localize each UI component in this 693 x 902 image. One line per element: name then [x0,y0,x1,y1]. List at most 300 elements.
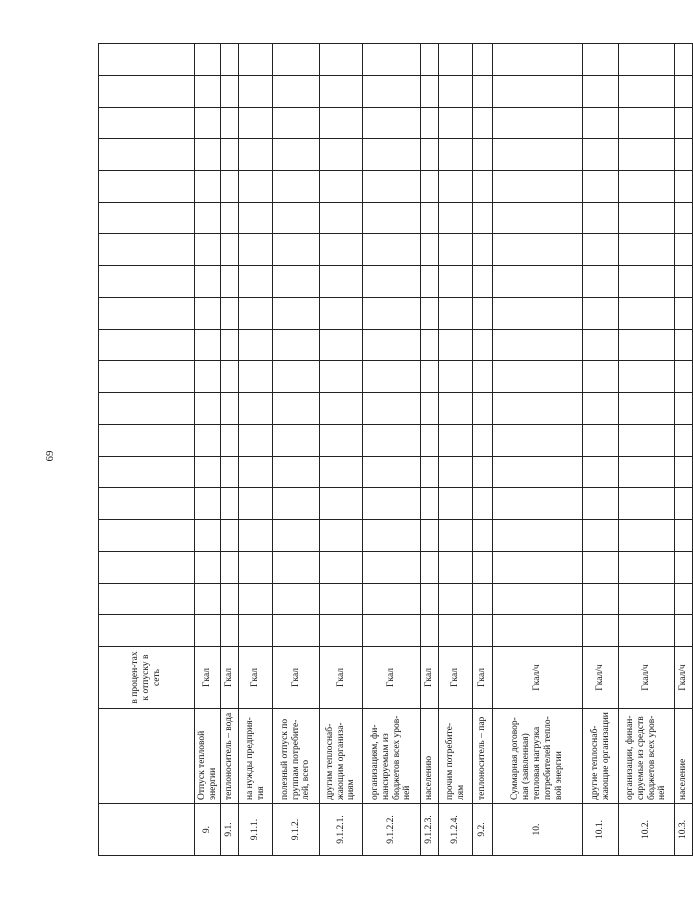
empty-cell [320,107,363,139]
empty-cell [273,75,320,107]
row-unit-cell: Гкал/ч [583,647,619,709]
empty-cell [421,488,439,520]
row-unit-cell: Гкал [320,647,363,709]
empty-cell [493,456,583,488]
empty-cell [99,520,195,552]
table-row [273,44,320,856]
empty-cell [439,583,473,615]
empty-cell [273,170,320,202]
empty-cell [675,393,693,425]
empty-cell [273,424,320,456]
empty-cell [619,266,675,298]
empty-cell [583,361,619,393]
empty-cell [239,361,273,393]
empty-cell [239,202,273,234]
row-unit-cell: Гкал [239,647,273,709]
empty-cell [421,170,439,202]
empty-cell [99,456,195,488]
empty-cell [195,583,221,615]
empty-cell [363,44,421,76]
empty-cell [439,202,473,234]
empty-cell [273,297,320,329]
empty-cell [583,488,619,520]
empty-cell [273,520,320,552]
table-row [675,44,693,856]
empty-cell [493,266,583,298]
empty-cell [439,456,473,488]
empty-cell [363,202,421,234]
row-name-cell: населению [421,709,439,804]
empty-cell [99,139,195,171]
empty-cell [675,329,693,361]
empty-cell [439,361,473,393]
empty-cell [239,170,273,202]
empty-cell [619,583,675,615]
empty-cell [221,488,239,520]
empty-cell [363,329,421,361]
empty-cell [195,456,221,488]
empty-cell [195,234,221,266]
empty-cell [473,551,493,583]
empty-cell [221,361,239,393]
empty-cell [99,551,195,583]
empty-cell [619,107,675,139]
row-unit-cell: в процен-тах к отпуску в сеть [99,647,195,709]
empty-cell [675,234,693,266]
empty-cell [99,615,195,647]
empty-cell [99,107,195,139]
empty-cell [619,488,675,520]
empty-cell [195,297,221,329]
empty-cell [363,361,421,393]
table-row [421,44,439,856]
row-unit-cell: Гкал [273,647,320,709]
row-number-cell: 9.1.2.2. [363,804,421,856]
empty-cell [195,44,221,76]
row-number-cell: 9.1.1. [239,804,273,856]
row-name-cell: полезный отпуск по группам потребите-лей, всего [273,709,320,804]
empty-cell [99,234,195,266]
empty-cell [493,361,583,393]
empty-cell [675,488,693,520]
empty-cell [195,75,221,107]
empty-cell [363,107,421,139]
empty-cell [273,361,320,393]
empty-cell [583,202,619,234]
empty-cell [493,488,583,520]
row-number-cell: 9.1. [221,804,239,856]
row-name-cell: организациям, фи-нансируемым из бюджетов всех уров-ней [363,709,421,804]
empty-cell [363,234,421,266]
empty-cell [493,75,583,107]
empty-cell [583,139,619,171]
empty-cell [195,139,221,171]
empty-cell [239,520,273,552]
empty-cell [473,424,493,456]
empty-cell [320,456,363,488]
empty-cell [439,139,473,171]
empty-cell [195,615,221,647]
empty-cell [583,107,619,139]
empty-cell [473,75,493,107]
row-unit-cell: Гкал [195,647,221,709]
empty-cell [195,329,221,361]
empty-cell [583,170,619,202]
empty-cell [493,44,583,76]
empty-cell [195,393,221,425]
empty-cell [619,551,675,583]
row-name-cell: другим теплоснаб-жающим организа-циям [320,709,363,804]
empty-cell [583,329,619,361]
empty-cell [363,488,421,520]
row-number-cell: 10. [493,804,583,856]
empty-cell [619,44,675,76]
empty-cell [221,266,239,298]
empty-cell [320,329,363,361]
empty-cell [421,202,439,234]
empty-cell [221,520,239,552]
empty-cell [239,393,273,425]
empty-cell [675,361,693,393]
empty-cell [675,170,693,202]
table-row [619,44,675,856]
empty-cell [493,520,583,552]
empty-cell [273,393,320,425]
empty-cell [273,44,320,76]
row-name-cell: другие теплоснаб-жающие организации [583,709,619,804]
row-number-cell: 9.2. [473,804,493,856]
row-number-cell: 9. [195,804,221,856]
empty-cell [273,488,320,520]
row-unit-cell: Гкал/ч [619,647,675,709]
empty-cell [493,583,583,615]
row-unit-cell: Гкал [473,647,493,709]
row-name-cell [99,709,195,804]
empty-cell [619,75,675,107]
table-row [363,44,421,856]
empty-cell [363,583,421,615]
empty-cell [675,520,693,552]
empty-cell [439,520,473,552]
row-name-cell: население [675,709,693,804]
empty-cell [583,44,619,76]
empty-cell [99,583,195,615]
table-row [439,44,473,856]
empty-cell [439,424,473,456]
row-unit-cell: Гкал [439,647,473,709]
row-name-cell: Суммарная договор-ная (заявленная) тепловая нагрузка потребителей тепло-вой энергии [493,709,583,804]
empty-cell [363,297,421,329]
empty-cell [239,329,273,361]
empty-cell [239,551,273,583]
empty-cell [421,75,439,107]
row-number-cell: 10.3. [675,804,693,856]
empty-cell [273,551,320,583]
empty-cell [473,234,493,266]
empty-cell [221,44,239,76]
table-row [473,44,493,856]
empty-cell [99,488,195,520]
empty-cell [320,170,363,202]
empty-cell [473,393,493,425]
empty-cell [619,424,675,456]
empty-cell [675,75,693,107]
row-name-cell: организации, финан-сируемые из средств бюджетов всех уров-ней [619,709,675,804]
empty-cell [195,424,221,456]
empty-cell [320,44,363,76]
row-name-cell: на нужды предприя-тия [239,709,273,804]
empty-cell [221,75,239,107]
row-number-cell: 9.1.2.4. [439,804,473,856]
empty-cell [473,520,493,552]
row-number-cell: 9.1.2.1. [320,804,363,856]
empty-cell [320,139,363,171]
empty-cell [439,170,473,202]
empty-cell [99,44,195,76]
row-name-cell: Отпуск тепловой энергии [195,709,221,804]
empty-cell [675,615,693,647]
empty-cell [583,583,619,615]
empty-cell [221,170,239,202]
empty-cell [273,107,320,139]
empty-cell [493,297,583,329]
empty-cell [493,551,583,583]
row-name-cell: теплоноситель – вода [221,709,239,804]
empty-cell [493,234,583,266]
empty-cell [675,583,693,615]
table-row [221,44,239,856]
empty-cell [619,329,675,361]
empty-cell [320,361,363,393]
empty-cell [473,361,493,393]
empty-cell [363,393,421,425]
empty-cell [421,393,439,425]
empty-cell [195,266,221,298]
empty-cell [675,297,693,329]
row-name-cell: теплоноситель – пар [473,709,493,804]
empty-cell [363,424,421,456]
empty-cell [363,520,421,552]
empty-cell [493,424,583,456]
empty-cell [363,266,421,298]
empty-cell [473,202,493,234]
empty-cell [221,456,239,488]
empty-cell [363,615,421,647]
empty-cell [421,234,439,266]
empty-cell [473,488,493,520]
empty-cell [221,139,239,171]
empty-cell [99,170,195,202]
empty-cell [439,488,473,520]
empty-cell [221,234,239,266]
empty-cell [439,75,473,107]
table-row [493,44,583,856]
empty-cell [239,234,273,266]
empty-cell [619,456,675,488]
empty-cell [99,202,195,234]
empty-cell [583,266,619,298]
empty-cell [421,361,439,393]
empty-cell [619,297,675,329]
empty-cell [273,615,320,647]
empty-cell [439,44,473,76]
empty-cell [421,520,439,552]
empty-cell [195,361,221,393]
empty-cell [493,107,583,139]
empty-cell [221,615,239,647]
empty-cell [439,393,473,425]
empty-cell [421,615,439,647]
empty-cell [195,520,221,552]
empty-cell [675,139,693,171]
table-row [583,44,619,856]
empty-cell [493,615,583,647]
empty-cell [99,297,195,329]
empty-cell [273,583,320,615]
empty-cell [99,424,195,456]
empty-cell [421,456,439,488]
empty-cell [421,329,439,361]
empty-cell [583,297,619,329]
row-number-cell [99,804,195,856]
empty-cell [363,139,421,171]
empty-cell [320,551,363,583]
empty-cell [239,615,273,647]
empty-cell [439,266,473,298]
empty-cell [421,583,439,615]
empty-cell [583,520,619,552]
empty-cell [473,139,493,171]
empty-cell [239,424,273,456]
empty-cell [473,329,493,361]
row-number-cell: 9.1.2.3. [421,804,439,856]
empty-cell [583,393,619,425]
empty-cell [239,107,273,139]
row-unit-cell: Гкал [421,647,439,709]
empty-cell [421,107,439,139]
empty-cell [675,551,693,583]
row-unit-cell: Гкал/ч [493,647,583,709]
empty-cell [363,75,421,107]
empty-cell [99,393,195,425]
empty-cell [273,234,320,266]
empty-cell [493,139,583,171]
empty-cell [619,361,675,393]
empty-cell [221,202,239,234]
empty-cell [619,202,675,234]
empty-cell [320,297,363,329]
empty-cell [675,44,693,76]
empty-cell [473,297,493,329]
empty-cell [195,107,221,139]
empty-cell [473,170,493,202]
empty-cell [583,551,619,583]
empty-cell [439,297,473,329]
empty-cell [421,139,439,171]
rotated-table-wrapper [98,44,689,856]
empty-cell [675,202,693,234]
empty-cell [439,107,473,139]
empty-cell [320,488,363,520]
empty-cell [221,551,239,583]
empty-cell [473,583,493,615]
empty-cell [493,329,583,361]
empty-cell [619,139,675,171]
empty-cell [239,139,273,171]
empty-cell [273,139,320,171]
empty-cell [493,393,583,425]
empty-cell [320,424,363,456]
empty-cell [675,424,693,456]
empty-cell [619,170,675,202]
table-header-row [99,44,195,856]
row-name-cell: прочим потребите-лям [439,709,473,804]
empty-cell [473,107,493,139]
empty-cell [675,456,693,488]
empty-cell [99,361,195,393]
empty-cell [221,297,239,329]
empty-cell [473,44,493,76]
empty-cell [363,551,421,583]
empty-cell [439,234,473,266]
empty-cell [320,583,363,615]
empty-cell [421,551,439,583]
empty-cell [99,266,195,298]
empty-cell [473,615,493,647]
empty-cell [320,234,363,266]
empty-cell [273,202,320,234]
empty-cell [273,329,320,361]
empty-cell [421,44,439,76]
empty-cell [273,266,320,298]
empty-cell [195,551,221,583]
empty-cell [195,488,221,520]
empty-cell [320,75,363,107]
empty-cell [439,329,473,361]
empty-cell [320,393,363,425]
empty-cell [421,266,439,298]
empty-cell [493,170,583,202]
empty-cell [221,424,239,456]
row-number-cell: 10.1. [583,804,619,856]
empty-cell [221,107,239,139]
empty-cell [99,75,195,107]
empty-cell [320,202,363,234]
empty-cell [273,456,320,488]
empty-cell [320,266,363,298]
empty-cell [473,266,493,298]
table-row [195,44,221,856]
row-number-cell: 10.2. [619,804,675,856]
empty-cell [320,520,363,552]
empty-cell [221,583,239,615]
empty-cell [675,266,693,298]
empty-cell [583,456,619,488]
empty-cell [99,329,195,361]
empty-cell [619,615,675,647]
empty-cell [421,424,439,456]
empty-cell [221,393,239,425]
empty-cell [195,170,221,202]
table-row [239,44,273,856]
data-table [98,43,693,856]
empty-cell [619,393,675,425]
empty-cell [493,202,583,234]
empty-cell [239,583,273,615]
row-unit-cell: Гкал [363,647,421,709]
row-unit-cell: Гкал/ч [675,647,693,709]
empty-cell [239,266,273,298]
